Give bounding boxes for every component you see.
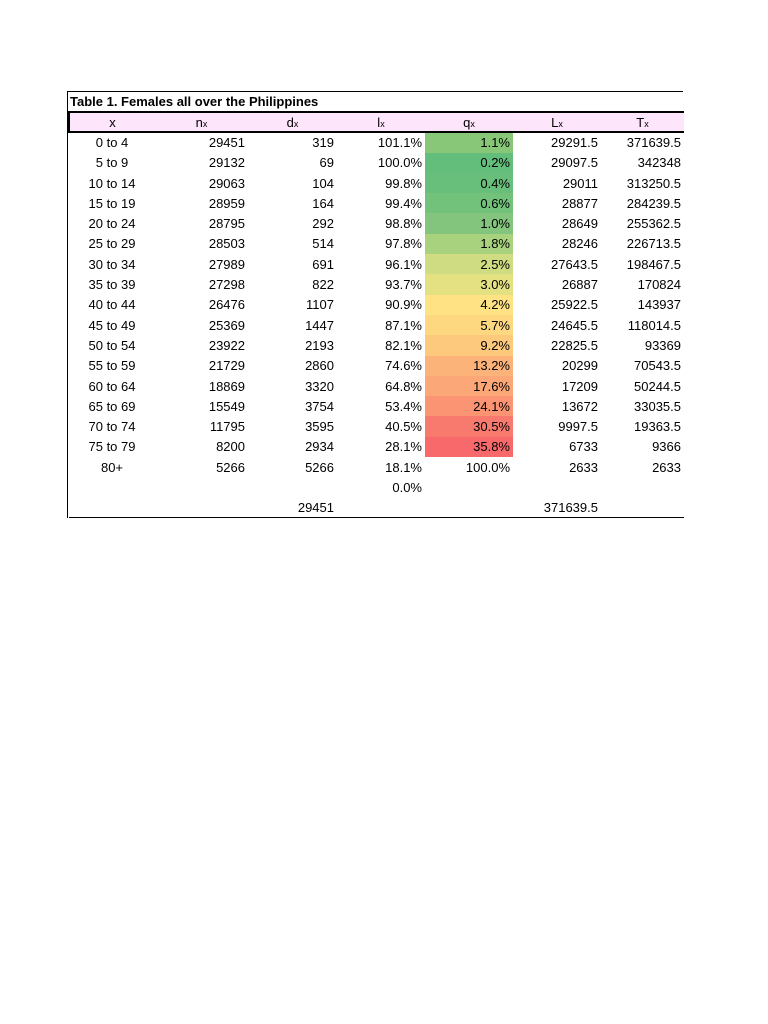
cell-nx[interactable]: 26476 — [208, 297, 245, 313]
cell-dx[interactable]: 69 — [319, 155, 334, 171]
cell-qx[interactable]: 17.6% — [425, 376, 513, 396]
table-row — [69, 498, 684, 518]
cell-dx[interactable]: 1107 — [306, 297, 334, 313]
table-row — [69, 416, 684, 436]
table-row — [69, 254, 684, 274]
cell-lx[interactable]: 28.1% — [385, 439, 422, 455]
cell-dx[interactable]: 3320 — [305, 378, 334, 394]
cell-age-group[interactable]: 20 to 24 — [88, 216, 136, 232]
cell-dx[interactable]: 2193 — [305, 337, 334, 353]
cell-Tx[interactable]: 342348 — [637, 155, 681, 171]
cell-Lx[interactable]: 17209 — [561, 378, 598, 394]
cell-qx[interactable] — [425, 498, 513, 518]
cell-nx[interactable]: 27989 — [208, 256, 245, 272]
cell-qx[interactable]: 0.6% — [425, 193, 513, 213]
cell-lx[interactable]: 93.7% — [385, 277, 422, 293]
cell-age-group[interactable]: 0 to 4 — [95, 135, 129, 151]
cell-qx[interactable]: 1.1% — [425, 132, 513, 152]
table-row — [69, 213, 684, 233]
table-row — [69, 457, 684, 477]
cell-nx[interactable]: 21729 — [208, 358, 245, 374]
column-header-symbol: L — [551, 114, 559, 130]
cell-nx[interactable]: 23922 — [208, 337, 245, 353]
cell-qx[interactable]: 1.0% — [425, 213, 513, 233]
cell-Lx[interactable]: 27643.5 — [551, 256, 598, 272]
cell-Lx[interactable]: 2633 — [569, 459, 598, 475]
cell-nx[interactable]: 27298 — [208, 277, 245, 293]
column-header-symbol: l — [377, 114, 381, 130]
cell-lx[interactable]: 101.1% — [377, 135, 422, 151]
cell-lx[interactable]: 64.8% — [385, 378, 422, 394]
cell-Lx[interactable]: 28649 — [561, 216, 598, 232]
cell-lx[interactable]: 53.4% — [385, 398, 422, 414]
column-header-symbol: d — [286, 114, 294, 130]
cell-dx[interactable]: 691 — [312, 256, 334, 272]
cell-qx[interactable]: 3.0% — [425, 274, 513, 294]
cell-qx[interactable]: 0.4% — [425, 173, 513, 193]
table-row — [69, 193, 684, 213]
cell-dx[interactable]: 5266 — [305, 459, 334, 475]
cell-age-group[interactable]: 55 to 59 — [88, 358, 136, 374]
cell-dx[interactable]: 822 — [312, 277, 334, 293]
cell-nx[interactable]: 8200 — [216, 439, 245, 455]
cell-dx[interactable]: 514 — [312, 236, 334, 252]
cell-Lx[interactable]: 28877 — [561, 195, 598, 211]
cell-Lx[interactable] — [513, 477, 601, 497]
cell-age-group[interactable]: 50 to 54 — [88, 337, 136, 353]
cell-age-group[interactable]: 75 to 79 — [88, 439, 136, 455]
cell-qx[interactable]: 30.5% — [425, 416, 513, 436]
cell-dx[interactable]: 292 — [312, 216, 334, 232]
cell-lx[interactable]: 100.0% — [377, 155, 422, 171]
cell-Lx[interactable]: 25922.5 — [551, 297, 598, 313]
cell-Lx[interactable]: 9997.5 — [558, 419, 598, 435]
cell-Lx[interactable]: 24645.5 — [551, 317, 598, 333]
cell-nx[interactable] — [155, 498, 248, 518]
cell-qx[interactable]: 0.2% — [425, 153, 513, 173]
column-header-subscript: x — [644, 118, 649, 129]
cell-Tx[interactable]: 33035.5 — [634, 398, 681, 414]
cell-qx[interactable]: 100.0% — [425, 457, 513, 477]
cell-Lx[interactable]: 29011 — [562, 175, 598, 191]
cell-qx[interactable]: 2.5% — [425, 254, 513, 274]
table-row — [69, 153, 684, 173]
cell-dx[interactable]: 319 — [312, 135, 334, 151]
table-row — [69, 274, 684, 294]
cell-Tx[interactable]: 313250.5 — [626, 175, 681, 191]
cell-Tx[interactable]: 284239.5 — [626, 195, 681, 211]
cell-Tx[interactable]: 9366 — [652, 439, 681, 455]
table-row — [69, 335, 684, 355]
table-row — [69, 295, 684, 315]
cell-age-group[interactable] — [69, 477, 155, 497]
cell-age-group[interactable]: 65 to 69 — [88, 398, 136, 414]
table-row — [69, 132, 684, 152]
cell-Tx[interactable]: 255362.5 — [626, 216, 681, 232]
cell-Tx[interactable]: 143937 — [637, 297, 681, 313]
column-header-dx[interactable] — [248, 112, 337, 132]
cell-dx[interactable]: 3595 — [305, 419, 334, 435]
table-row — [69, 437, 684, 457]
cell-lx[interactable]: 40.5% — [385, 419, 422, 435]
cell-qx[interactable]: 4.2% — [425, 295, 513, 315]
cell-age-group[interactable]: 5 to 9 — [95, 155, 129, 171]
column-header-subscript: x — [380, 118, 385, 129]
column-header-qx[interactable] — [425, 112, 513, 132]
cell-lx[interactable] — [337, 498, 425, 518]
cell-Tx[interactable]: 70543.5 — [634, 358, 681, 374]
column-header-subscript: x — [293, 118, 299, 129]
cell-age-group[interactable] — [69, 498, 155, 518]
cell-Tx[interactable]: 371639.5 — [626, 135, 681, 151]
cell-dx[interactable]: 3754 — [305, 398, 334, 414]
cell-lx[interactable]: 99.8% — [385, 175, 422, 191]
cell-dx[interactable]: 1447 — [305, 317, 334, 333]
column-header-symbol: x — [109, 114, 116, 130]
cell-age-group[interactable]: 70 to 74 — [88, 419, 136, 435]
cell-nx[interactable]: 11795 — [209, 419, 245, 435]
cell-qx[interactable]: 5.7% — [425, 315, 513, 335]
cell-age-group[interactable]: 10 to 14 — [88, 175, 136, 191]
cell-nx[interactable]: 25369 — [208, 317, 245, 333]
cell-qx[interactable]: 35.8% — [425, 437, 513, 457]
cell-nx[interactable]: 29063 — [208, 175, 245, 191]
column-header-nx[interactable] — [155, 112, 248, 132]
cell-Tx[interactable]: 2633 — [652, 459, 681, 475]
table-row — [69, 173, 684, 193]
cell-Tx[interactable]: 118014.5 — [627, 317, 681, 333]
cell-nx[interactable] — [155, 477, 248, 497]
cell-age-group[interactable]: 35 to 39 — [88, 277, 136, 293]
cell-qx[interactable]: 9.2% — [425, 335, 513, 355]
cell-lx[interactable]: 90.9% — [385, 297, 422, 313]
cell-lx[interactable]: 87.1% — [385, 317, 422, 333]
column-header-symbol: n — [195, 114, 203, 130]
column-header-subscript: x — [558, 118, 563, 129]
cell-Tx[interactable] — [601, 477, 684, 497]
spreadsheet-table — [67, 91, 683, 518]
table-row — [69, 356, 684, 376]
cell-Lx[interactable]: 29097.5 — [551, 155, 598, 171]
cell-Lx[interactable]: 6733 — [569, 439, 598, 455]
cell-nx[interactable]: 15549 — [208, 398, 245, 414]
cell-Tx[interactable]: 93369 — [644, 337, 681, 353]
cell-age-group[interactable]: 25 to 29 — [88, 236, 136, 252]
cell-Tx[interactable]: 226713.5 — [626, 236, 681, 252]
cell-dx[interactable]: 164 — [312, 195, 334, 211]
cell-Lx[interactable]: 28246 — [561, 236, 598, 252]
table-row — [69, 315, 684, 335]
cell-dx[interactable] — [248, 477, 337, 497]
cell-lx[interactable]: 18.1% — [385, 459, 422, 475]
cell-Tx[interactable]: 50244.5 — [634, 378, 681, 394]
cell-age-group[interactable]: 15 to 19 — [88, 195, 136, 211]
cell-lx[interactable]: 0.0% — [392, 479, 422, 495]
cell-age-group[interactable]: 80+ — [100, 459, 124, 475]
table-row — [69, 477, 684, 497]
column-header-subscript: x — [470, 118, 475, 129]
cell-nx[interactable]: 29451 — [208, 135, 245, 151]
cell-lx[interactable]: 98.8% — [385, 216, 422, 232]
cell-nx[interactable]: 18869 — [208, 378, 245, 394]
cell-qx[interactable]: 13.2% — [425, 356, 513, 376]
cell-nx[interactable]: 5266 — [216, 459, 245, 475]
header-row — [69, 112, 684, 132]
life-table — [68, 111, 684, 518]
cell-nx[interactable]: 28503 — [208, 236, 245, 252]
cell-Tx[interactable]: 198467.5 — [626, 256, 681, 272]
cell-lx[interactable]: 74.6% — [385, 358, 422, 374]
cell-Lx[interactable]: 371639.5 — [513, 498, 601, 518]
cell-Tx[interactable]: 19363.5 — [634, 419, 681, 435]
table-title: Table 1. Females all over the Philippines — [68, 91, 683, 111]
cell-age-group[interactable]: 40 to 44 — [88, 297, 136, 313]
column-header-Tx[interactable] — [601, 112, 684, 132]
cell-nx[interactable]: 28795 — [208, 216, 245, 232]
cell-dx[interactable]: 29451 — [248, 498, 337, 518]
cell-Tx[interactable] — [601, 498, 684, 518]
cell-age-group[interactable]: 30 to 34 — [88, 256, 136, 272]
column-header-subscript: x — [202, 118, 208, 129]
table-row — [69, 376, 684, 396]
cell-qx[interactable] — [425, 477, 513, 497]
cell-Tx[interactable]: 170824 — [637, 277, 681, 293]
table-row — [69, 396, 684, 416]
cell-Lx[interactable]: 29291.5 — [551, 135, 598, 151]
column-header-Lx[interactable] — [513, 112, 601, 132]
cell-Lx[interactable]: 22825.5 — [551, 337, 598, 353]
cell-dx[interactable]: 104 — [312, 175, 334, 191]
cell-qx[interactable]: 24.1% — [425, 396, 513, 416]
cell-Lx[interactable]: 20299 — [561, 358, 598, 374]
column-header-lx[interactable] — [337, 112, 425, 132]
cell-dx[interactable]: 2934 — [305, 439, 334, 455]
cell-nx[interactable]: 29132 — [208, 155, 245, 171]
table-row — [69, 234, 684, 254]
cell-Lx[interactable]: 26887 — [561, 277, 598, 293]
cell-Lx[interactable]: 13672 — [561, 398, 598, 414]
cell-age-group[interactable]: 45 to 49 — [88, 317, 136, 333]
cell-lx[interactable]: 82.1% — [385, 337, 422, 353]
cell-age-group[interactable]: 60 to 64 — [88, 378, 136, 394]
cell-nx[interactable]: 28959 — [208, 195, 245, 211]
cell-lx[interactable]: 97.8% — [385, 236, 422, 252]
cell-dx[interactable]: 2860 — [305, 358, 334, 374]
column-header-symbol: q — [463, 114, 471, 130]
column-header-symbol: T — [636, 114, 645, 130]
cell-lx[interactable]: 96.1% — [385, 256, 422, 272]
column-header-age-group[interactable] — [69, 112, 155, 132]
cell-lx[interactable]: 99.4% — [385, 195, 422, 211]
cell-qx[interactable]: 1.8% — [425, 234, 513, 254]
